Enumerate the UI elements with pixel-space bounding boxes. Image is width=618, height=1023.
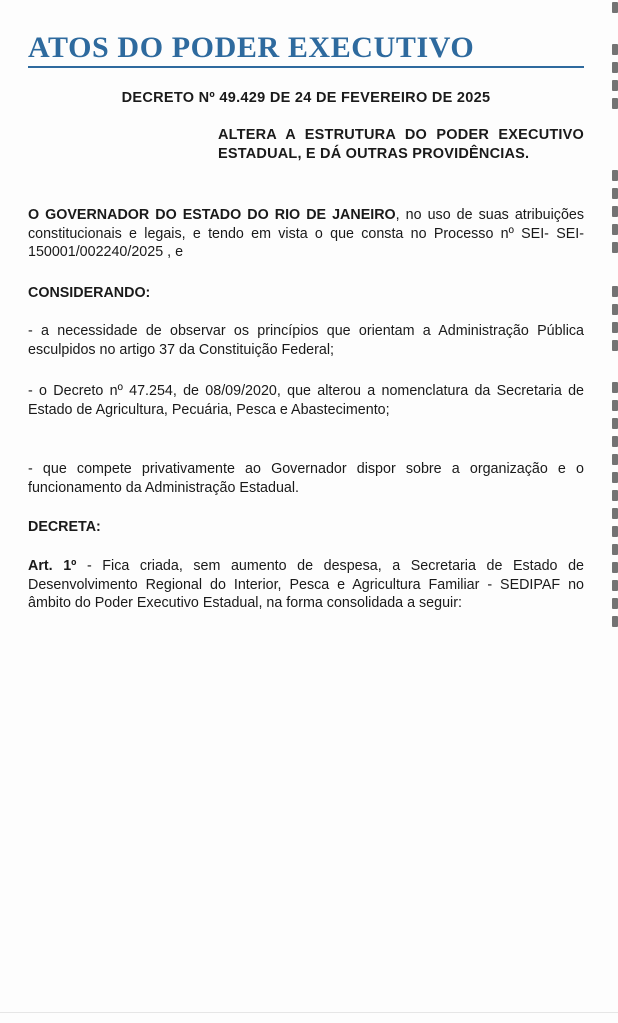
- column-fragment-glyph: [612, 304, 618, 315]
- adjacent-column-fragment: [608, 0, 618, 650]
- preamble-paragraph: [28, 206, 584, 262]
- column-fragment-glyph: [612, 382, 618, 393]
- column-fragment-glyph: [612, 340, 618, 351]
- column-fragment-glyph: [612, 80, 618, 91]
- considerando-item-2: - o Decreto nº 47.254, de 08/09/2020, que alterou a nomenclatura da Secretaria de Estado de Agricultura, Pecuária, Pesca e Abastecimento;: [28, 383, 584, 418]
- column-fragment-glyph: [612, 418, 618, 429]
- column-fragment-glyph: [612, 98, 618, 109]
- column-fragment-glyph: [612, 526, 618, 537]
- column-fragment-glyph: [612, 44, 618, 55]
- column-fragment-glyph: [612, 508, 618, 519]
- page-bottom-edge: [0, 1012, 618, 1013]
- column-fragment-glyph: [612, 472, 618, 483]
- decreta-heading: DECRETA:: [28, 519, 101, 535]
- column-fragment-glyph: [612, 170, 618, 181]
- column-fragment-glyph: [612, 598, 618, 609]
- decree-ementa: ALTERA A ESTRUTURA DO PODER EXECUTIVO ESTADUAL, E DÁ OUTRAS PROVIDÊNCIAS.: [218, 127, 584, 162]
- column-fragment-glyph: [612, 62, 618, 73]
- column-fragment-glyph: [612, 188, 618, 199]
- article-1-paragraph: [28, 557, 584, 613]
- column-fragment-glyph: [612, 454, 618, 465]
- column-fragment-glyph: [612, 436, 618, 447]
- column-fragment-glyph: [612, 562, 618, 573]
- section-title-rule: [28, 66, 584, 68]
- column-fragment-glyph: [612, 544, 618, 555]
- column-fragment-glyph: [612, 206, 618, 217]
- column-fragment-glyph: [612, 2, 618, 13]
- section-title: ATOS DO PODER EXECUTIVO: [28, 31, 475, 64]
- column-fragment-glyph: [612, 242, 618, 253]
- decree-number: DECRETO Nº 49.429 DE 24 DE FEVEREIRO DE 2025: [121, 90, 491, 106]
- column-fragment-glyph: [612, 490, 618, 501]
- column-fragment-glyph: [612, 400, 618, 411]
- article-1-label: Art. 1º: [28, 558, 77, 574]
- preamble-authority: O GOVERNADOR DO ESTADO DO RIO DE JANEIRO: [28, 207, 396, 223]
- considerando-heading: CONSIDERANDO:: [28, 285, 151, 301]
- considerando-item-1: - a necessidade de observar os princípios que orientam a Administração Pública esculpidos no artigo 37 da Constituição Federal;: [28, 323, 584, 358]
- article-1-text: - Fica criada, sem aumento de despesa, a Secretaria de Estado de Desenvolvimento Regional do Interior, Pesca e Agricultura Familiar - SEDIPAF no âmbito do Poder Executivo Estadual, na forma consolidada a seguir:: [28, 558, 584, 611]
- column-fragment-glyph: [612, 580, 618, 591]
- column-fragment-glyph: [612, 224, 618, 235]
- considerando-item-3: - que compete privativamente ao Governador dispor sobre a organização e o funcionamento da Administração Estadual.: [28, 461, 584, 496]
- column-fragment-glyph: [612, 616, 618, 627]
- column-fragment-glyph: [612, 286, 618, 297]
- preamble-text: , no uso de suas atribuições constitucionais e legais, e tendo em vista o que consta no Processo nº SEI- SEI-150001/002240/2025 , e: [28, 207, 584, 260]
- column-fragment-glyph: [612, 322, 618, 333]
